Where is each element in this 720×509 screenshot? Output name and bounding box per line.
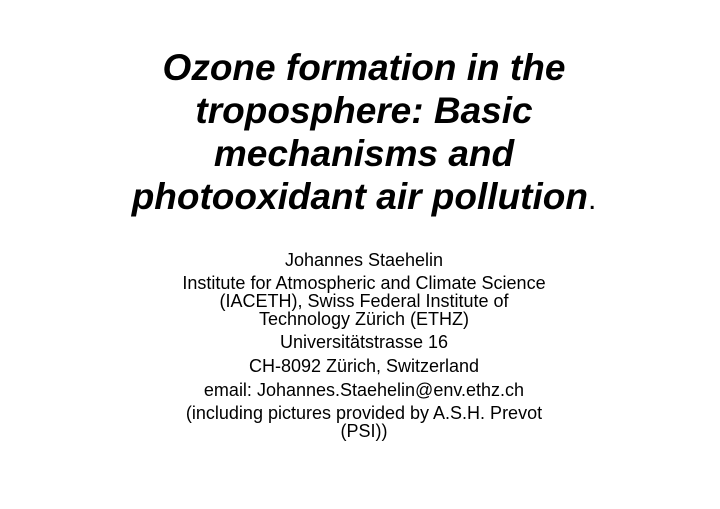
affiliation-line-3: Technology Zürich (ETHZ) [258, 309, 470, 329]
title-line-4 [90, 175, 638, 221]
title-line-3: mechanisms and [213, 133, 515, 174]
title-line-4-text: photooxidant air pollution [131, 176, 588, 217]
title-period: . [587, 183, 597, 216]
title-line-1: Ozone formation in the [162, 47, 566, 88]
affiliation-line-1: Institute for Atmospheric and Climate Science [182, 273, 546, 293]
street-address: Universitätstrasse 16 [279, 332, 449, 352]
credit-line-2: (PSI)) [340, 421, 388, 441]
author-name: Johannes Staehelin [284, 250, 444, 270]
city-address: CH-8092 Zürich, Switzerland [248, 356, 480, 376]
email-address: email: Johannes.Staehelin@env.ethz.ch [203, 380, 525, 400]
author-details [100, 250, 628, 440]
title-line-2: troposphere: Basic [195, 90, 533, 131]
slide-title [90, 46, 638, 221]
credit-line-1: (including pictures provided by A.S.H. Prevot [185, 403, 543, 423]
affiliation-line-2: (IACETH), Swiss Federal Institute of [219, 291, 509, 311]
